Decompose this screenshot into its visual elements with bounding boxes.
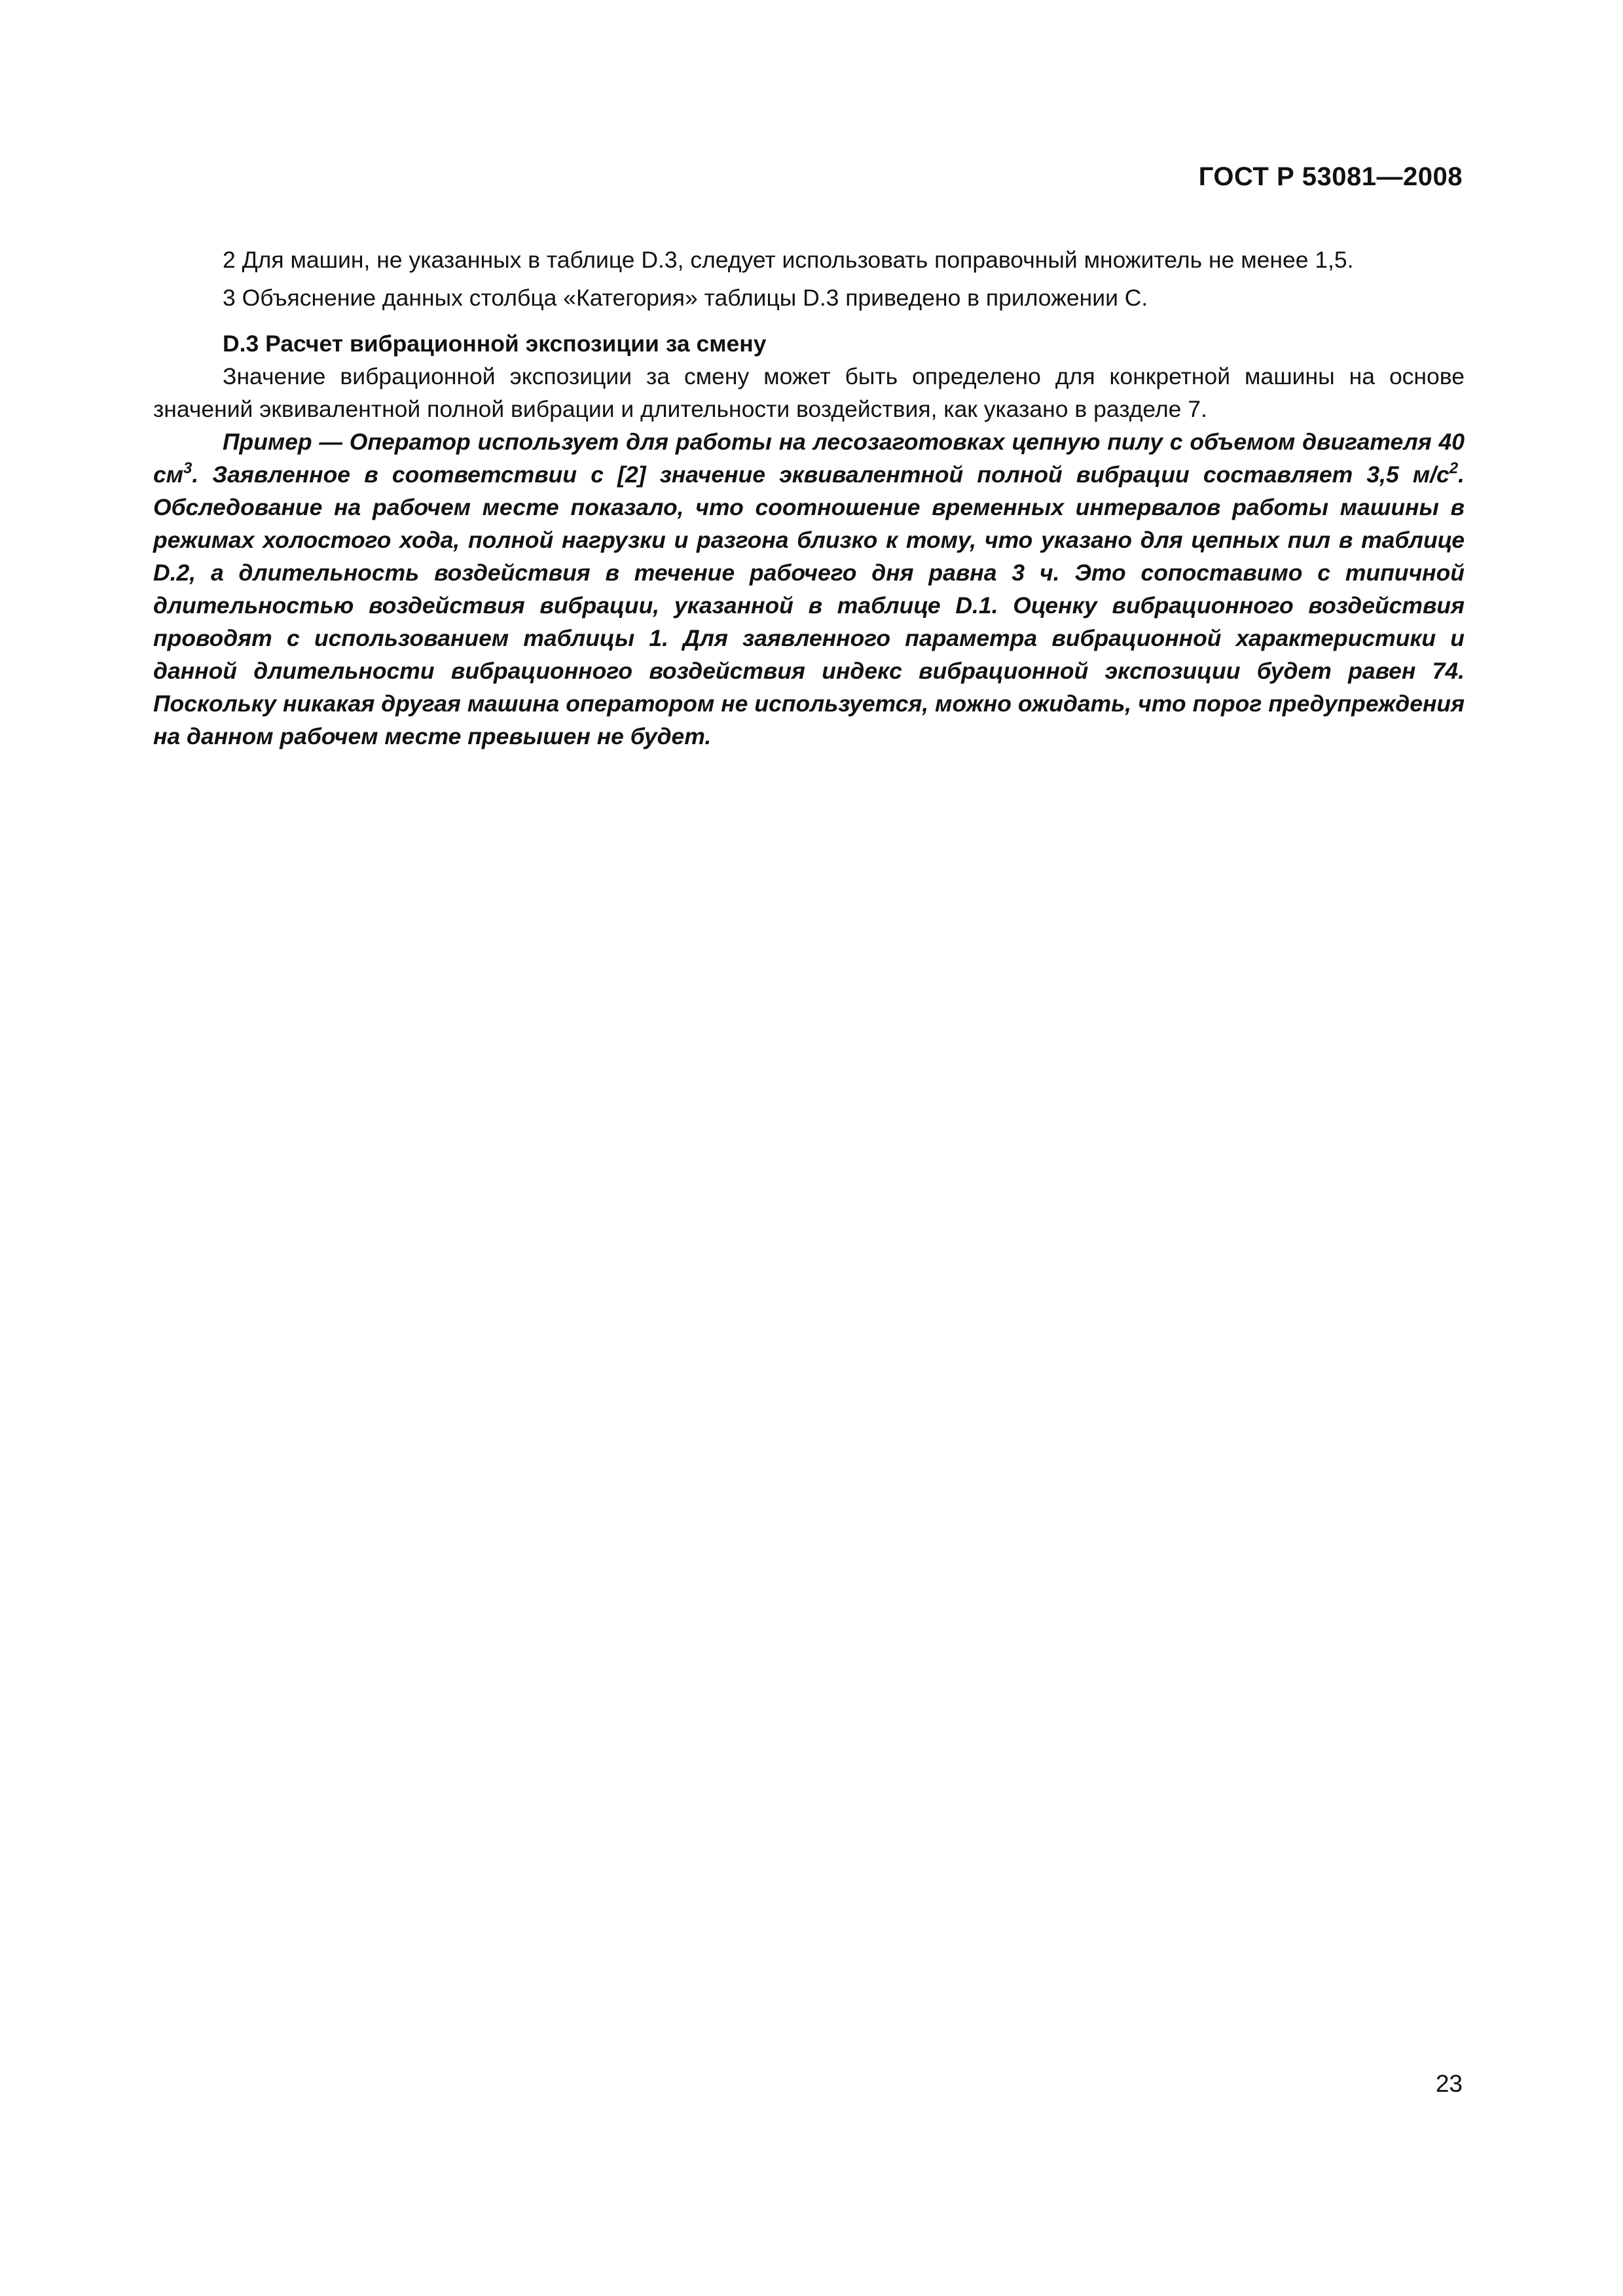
- note-2: 2 Для машин, не указанных в таблице D.3, следует использовать поправочный множитель не менее 1,5.: [223, 247, 1354, 273]
- section-title: D.3 Расчет вибрационной экспозиции за смену: [223, 331, 767, 357]
- page-content: [153, 243, 1465, 753]
- note-3: 3 Объяснение данных столбца «Категория» таблицы D.3 приведено в приложении С.: [223, 285, 1148, 311]
- page-number: 23: [1435, 2070, 1463, 2097]
- example-text-part2: . Заявленное в соответствии с [2] значение эквивалентной полной вибрации составляет 3,5 м/с: [192, 461, 1450, 488]
- section-paragraph: Значение вибрационной экспозиции за смену может быть определено для конкретной машины на основе значений эквивалентной полной вибрации и длительности воздействия, как указано в разделе 7.: [153, 363, 1465, 422]
- document-header: ГОСТ Р 53081—2008: [1198, 162, 1463, 191]
- example-text-part3: . Обследование на рабочем месте показало, что соотношение временных интервалов работы машины в режимах холостого хода, полной нагрузки и разгона близко к тому, что указано для цепных пил в таблице D.2, а длительность воздействия в течение рабочего дня равна 3 ч. Это сопоставимо с типичной длительностью воздействия вибрации, указанной в таблице D.1. Оценку вибрационного воздействия проводят с использованием таблицы 1. Для заявленного параметра вибрационной характеристики и данной длительности вибрационного воздействия индекс вибрационной экспозиции будет равен 74. Поскольку никакая другая машина оператором не используется, можно ожидать, что порог предупреждения на данном рабочем месте превышен не будет.: [153, 461, 1465, 749]
- example-superscript-squared: 2: [1449, 459, 1459, 477]
- example-paragraph: [153, 425, 1465, 753]
- example-superscript-cubic: 3: [183, 459, 192, 477]
- example-text-part1: Пример — Оператор использует для работы на лесозаготовках цепную пилу с объемом двигателя 40 см: [153, 429, 1465, 488]
